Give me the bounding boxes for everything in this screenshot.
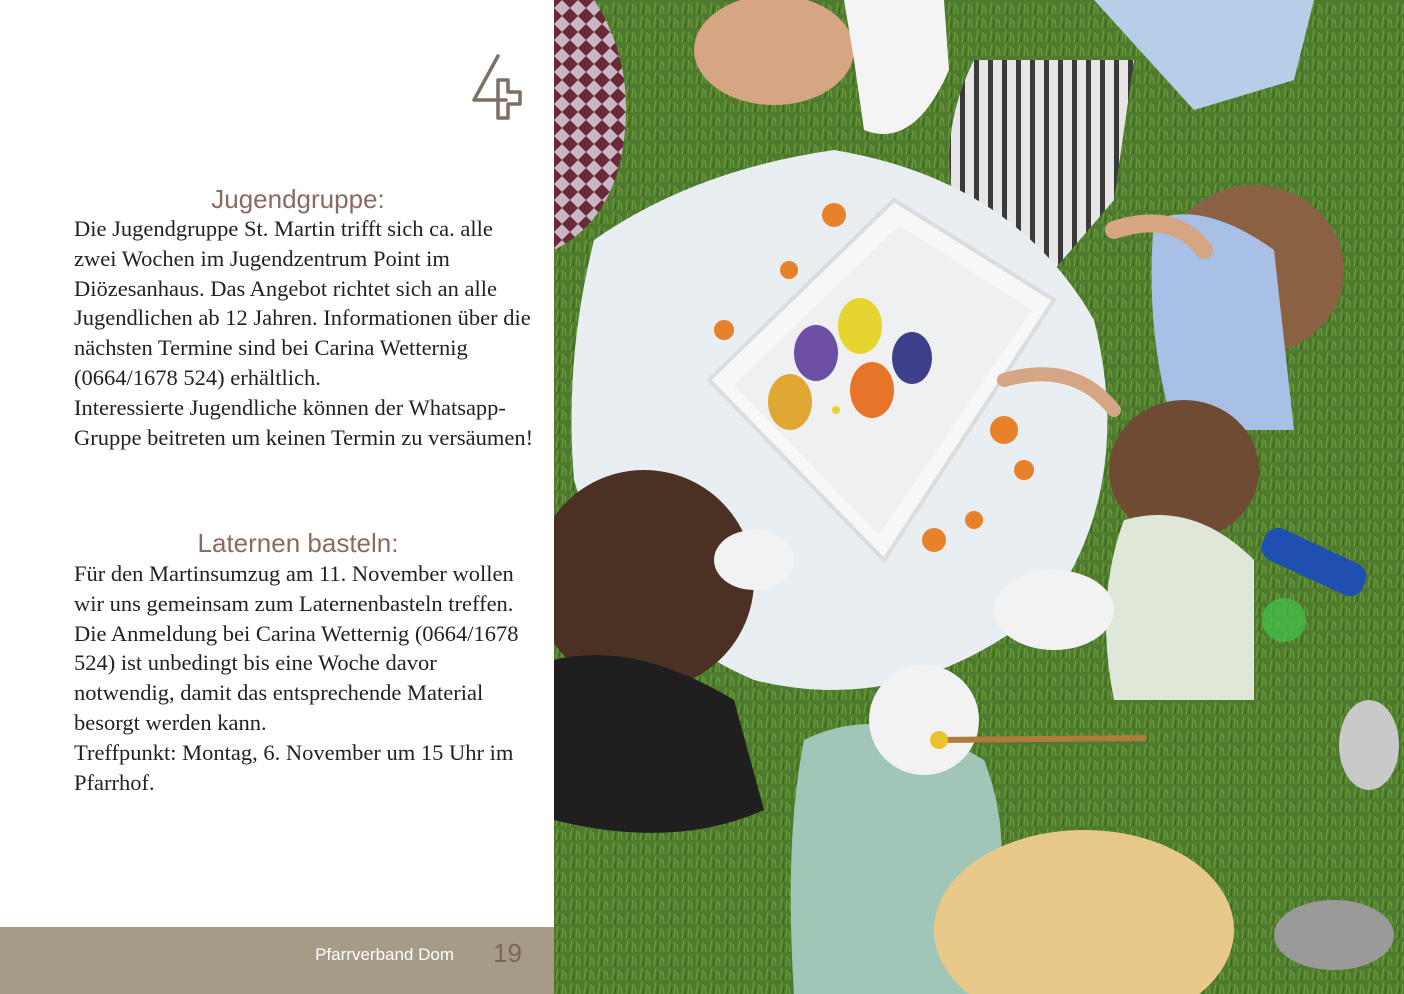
section-body-laternen	[74, 559, 534, 797]
paragraph: Die Jugendgruppe St. Martin trifft sich ca. alle zwei Wochen im Jugendzentrum Point im Diözesanhaus. Das Angebot richtet sich an alle Jugendlichen ab 12 Jahren. Informationen über die nächsten Termine sind bei Carina Wetternig (0664/1678 524) erhältlich.	[74, 216, 531, 390]
footer-bar	[0, 927, 554, 994]
section-heading-laternen: Laternen basteln:	[197, 528, 399, 558]
photo-illustration	[554, 0, 1404, 994]
footer-label: Pfarrverband Dom	[315, 945, 454, 964]
paragraph: Die Anmeldung bei Carina Wetternig (0664/1678 524) ist unbedingt bis eine Woche davor notwendig, damit das entsprechende Material besorgt werden kann.	[74, 620, 519, 735]
left-page	[0, 0, 554, 994]
four-cross-logo-icon	[468, 52, 526, 124]
section-body-jugendgruppe	[74, 214, 534, 452]
photo-children-painting	[554, 0, 1404, 994]
page-number: 19	[493, 938, 522, 968]
paragraph: Für den Martinsumzug am 11. November wollen wir uns gemeinsam zum Laternenbasteln treffen.	[74, 561, 514, 616]
paragraph: Treffpunkt: Montag, 6. November um 15 Uhr im Pfarrhof.	[74, 739, 514, 795]
paragraph: Interessierte Jugendliche können der Whatsapp-Gruppe beitreten um keinen Termin zu versäumen!	[74, 394, 534, 450]
section-heading-jugendgruppe: Jugendgruppe:	[211, 184, 385, 214]
